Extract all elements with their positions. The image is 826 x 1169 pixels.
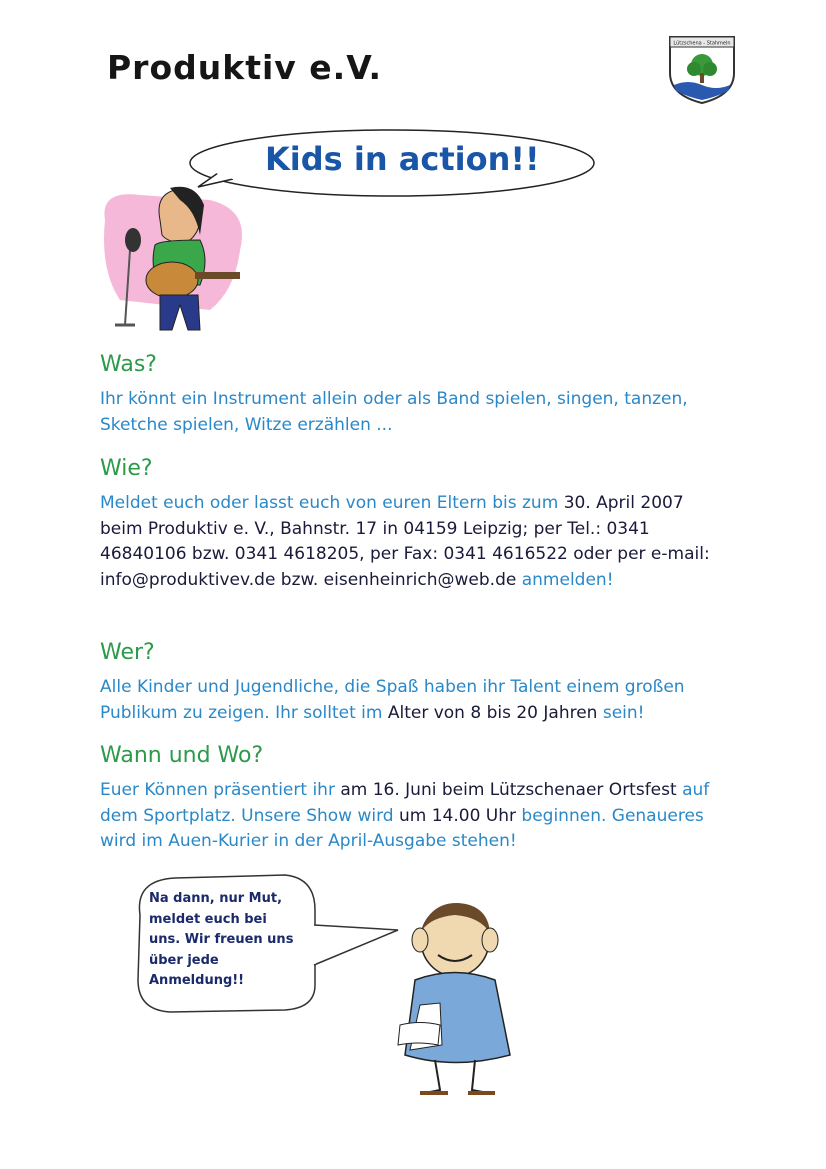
text-was: Ihr könnt ein Instrument allein oder als Band spielen, singen, tanzen, Sketche spielen, Witze erzählen ... — [100, 389, 688, 435]
heading-wer: Wer? — [100, 640, 155, 665]
text-wer: Alle Kinder und Jugendliche, die Spaß haben ihr Talent einem großen Publikum zu zeigen. Ihr solltet im Alter von 8 bis 20 Jahren sein! — [100, 677, 685, 723]
singer-illustration-icon — [100, 180, 250, 340]
crest-text: Lützschena - Stahmeln — [673, 40, 731, 47]
heading-wann-und-wo: Wann und Wo? — [100, 743, 264, 768]
coat-of-arms-icon — [666, 33, 738, 105]
text-wann-und-wo: Euer Können präsentiert ihr am 16. Juni beim Lützschenaer Ortsfest auf dem Sportplatz. Unsere Show wird um 14.00 Uhr beginnen. Genaueres wird im Auen-Kurier in der April-Ausgabe stehen! — [100, 780, 710, 851]
heading-was: Was? — [100, 352, 157, 377]
heading-wie: Wie? — [100, 456, 153, 481]
roman-character-illustration-icon — [380, 895, 530, 1105]
text-wie: Meldet euch oder lasst euch von euren Eltern bis zum 30. April 2007 beim Produktiv e. V., Bahnstr. 17 in 04159 Leipzig; per Tel.: 0341 46840106 bzw. 0341 4618205, per Fax: 0341 4616522 oder per e-mail: info@produktivev.de bzw. eisenheinrich@web.de anmelden! — [100, 493, 710, 590]
bubble-text: Na dann, nur Mut, meldet euch bei uns. Wir freuen uns über jede Anmeldung!! — [149, 891, 294, 988]
organization-name: Produktiv e.V. — [107, 48, 383, 87]
page-title: Kids in action!! — [265, 140, 540, 178]
